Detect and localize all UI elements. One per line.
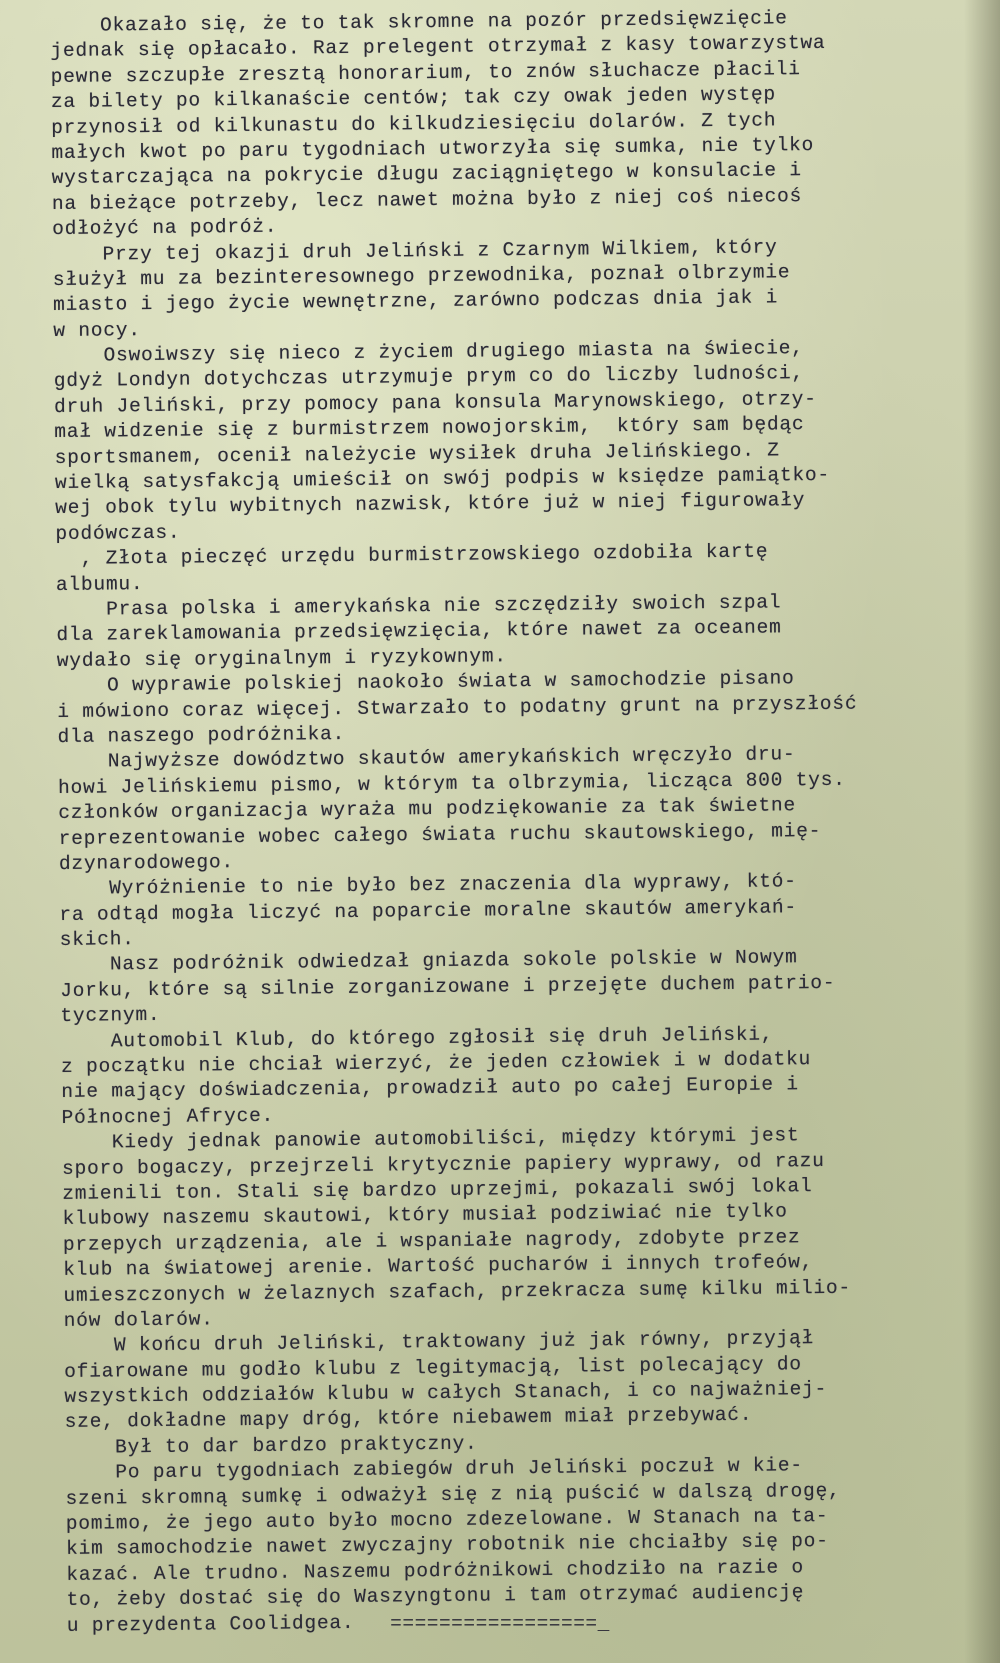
text-line: Jorku, które są silnie zorganizowane i przejęte duchem patrio- [60, 971, 836, 1002]
text-line: druh Jeliński, przy pomocy pana konsula Marynowskiego, otrzy- [53, 387, 817, 418]
text-line: za bilety po kilkanaście centów; tak czy owak jeden występ [50, 83, 777, 114]
text-line: na bieżące potrzeby, lecz nawet można było z niej coś niecoś [51, 184, 803, 215]
text-line: kazać. Ale trudno. Naszemu podróżnikowi chodziło na razie o [66, 1556, 805, 1586]
page-edge-shadow [964, 0, 1000, 1663]
text-line: howi Jelińskiemu pismo, w którym ta olbrzymia, licząca 800 tys. [57, 768, 846, 799]
text-line: służył mu za bezinteresownego przewodnika, poznał olbrzymie [52, 261, 791, 291]
text-line: Nasz podróżnik odwiedzał gniazda sokole polskie w Nowym [59, 946, 798, 977]
text-line: Wyróżnienie to nie było bez znaczenia dla wyprawy, któ- [59, 870, 797, 901]
text-line: sze, dokładne mapy dróg, które niebawem miał przebywać. [64, 1404, 753, 1434]
text-line: albumu. [55, 572, 144, 596]
text-line: wej obok tylu wybitnych nazwisk, które już w niej figurowały [55, 489, 806, 520]
text-line: klubowy naszemu skautowi, który musiał podziwiać nie tylko [62, 1200, 788, 1231]
text-line: nie mający doświadczenia, prowadził auto po całej Europie i [61, 1073, 799, 1104]
text-line: ra odtąd mogła liczyć na poparcie moralne skautów amerykań- [59, 895, 798, 926]
text-line: dzynarodowego. [58, 851, 235, 875]
text-line: kim samochodzie nawet zwyczajny robotnik nie chciałby się po- [65, 1530, 829, 1561]
text-line: tycznym. [60, 1004, 161, 1028]
text-line: miasto i jego życie wewnętrzne, zarówno podczas dnia jak i [52, 286, 779, 317]
text-line: i mówiono coraz więcej. Stwarzało to podatny grunt na przyszłość [57, 692, 858, 723]
text-line: Oswoiwszy się nieco z życiem drugiego miasta na świecie, [53, 337, 804, 368]
text-line: pomimo, że jego auto było mocno zdezelowane. W Stanach na ta- [65, 1504, 829, 1535]
text-line: Kiedy jednak panowie automobiliści, między którymi jest [61, 1124, 800, 1155]
text-line: odłożyć na podróż. [52, 215, 278, 241]
text-line: Prasa polska i amerykańska nie szczędziły swoich szpal [56, 591, 782, 621]
text-line: nów dolarów. [63, 1308, 214, 1332]
text-line: ofiarowane mu godło klubu z legitymacją, list polecający do [64, 1352, 802, 1383]
text-line: wydało się oryginalnym i ryzykownym. [56, 645, 507, 672]
text-line: umieszczonych w żelaznych szafach, przekracza sumę kilku milio- [63, 1276, 852, 1307]
text-line: z początku nie chciał wierzyć, że jeden człowiek i w dodatku [60, 1048, 812, 1078]
text-line: skich. [59, 928, 135, 952]
text-line: sportsmanem, ocenił należycie wysiłek druha Jelińskiego. Z [54, 439, 780, 469]
text-line: jednak się opłacało. Raz prelegent otrzymał z kasy towarzystwa [50, 32, 826, 63]
text-line: zmienili ton. Stali się bardzo uprzejmi, pokazali swój lokal [62, 1175, 813, 1205]
text-line: dla zareklamowania przedsięwzięcia, które nawet za oceanem [56, 616, 782, 647]
text-line: przynosił od kilkunastu do kilkudziesięciu dolarów. Z tych [51, 108, 777, 139]
text-line: w nocy. [53, 318, 141, 342]
text-line: gdyż Londyn dotychczas utrzymuje prym co do liczby ludności, [53, 362, 805, 393]
text-line: Okazało się, że to tak skromne na pozór przedsięwzięcie [50, 7, 788, 37]
text-line: Był to dar bardzo praktyczny. [64, 1432, 478, 1459]
text-line: sporo bogaczy, przejrzeli krytycznie papiery wyprawy, od razu [61, 1149, 825, 1180]
text-line: O wyprawie polskiej naokoło świata w samochodzie pisano [56, 667, 795, 698]
text-line: członków organizacja wyraża mu podziękowanie za tak świetne [58, 794, 797, 825]
text-line: podówczas. [55, 521, 181, 545]
text-line: wielką satysfakcją umieścił on swój podpis w księdze pamiątko- [54, 463, 831, 495]
text-line: Automobil Klub, do którego zgłosił się druh Jeliński, [60, 1023, 774, 1053]
text-line: Najwyższe dowództwo skautów amerykańskich wręczyło dru- [57, 743, 796, 774]
text-line: przepych urządzenia, ale i wspaniałe nagrody, zdobyte przez [62, 1225, 801, 1256]
text-line: wystarczająca na pokrycie długu zaciągniętego w konsulacie i [51, 159, 802, 190]
text-line: pewne szczupłe zresztą honorarium, to znów słuchacze płacili [50, 57, 801, 88]
text-line: szeni skromną sumkę i odważył się z nią puścić w dalszą drogę, [65, 1479, 841, 1510]
text-line: W końcu druh Jeliński, traktowany już jak równy, przyjął [63, 1327, 815, 1358]
text-line: małych kwot po paru tygodniach utworzyła się sumka, nie tylko [51, 133, 815, 164]
text-line: mał widzenie się z burmistrzem nowojorskim, który sam będąc [54, 413, 805, 444]
text-line: wszystkich oddziałów klubu w całych Stanach, i co najważniej- [64, 1378, 828, 1409]
text-line: reprezentowanie wobec całego świata ruchu skautowskiego, mię- [58, 819, 822, 850]
text-line: Przy tej okazji druh Jeliński z Czarnym Wilkiem, który [52, 235, 778, 266]
text-line: u prezydenta Coolidgea. [66, 1611, 355, 1637]
text-line: , Złota pieczęć urzędu burmistrzowskiego ozdobiła kartę [55, 540, 769, 571]
typewritten-text [50, 5, 967, 1639]
text-line: Północnej Afryce. [61, 1104, 275, 1129]
text-line: dla naszego podróżnika. [57, 722, 346, 748]
text-line: to, żeby dostać się do Waszyngtonu i tam otrzymać audiencję [66, 1581, 805, 1612]
text-line: klub na światowej arenie. Wartość pucharów i innych trofeów, [63, 1251, 814, 1282]
text-line: Po paru tygodniach zabiegów druh Jeliński poczuł w kie- [65, 1454, 803, 1485]
section-separator: =================_ [390, 1613, 610, 1635]
